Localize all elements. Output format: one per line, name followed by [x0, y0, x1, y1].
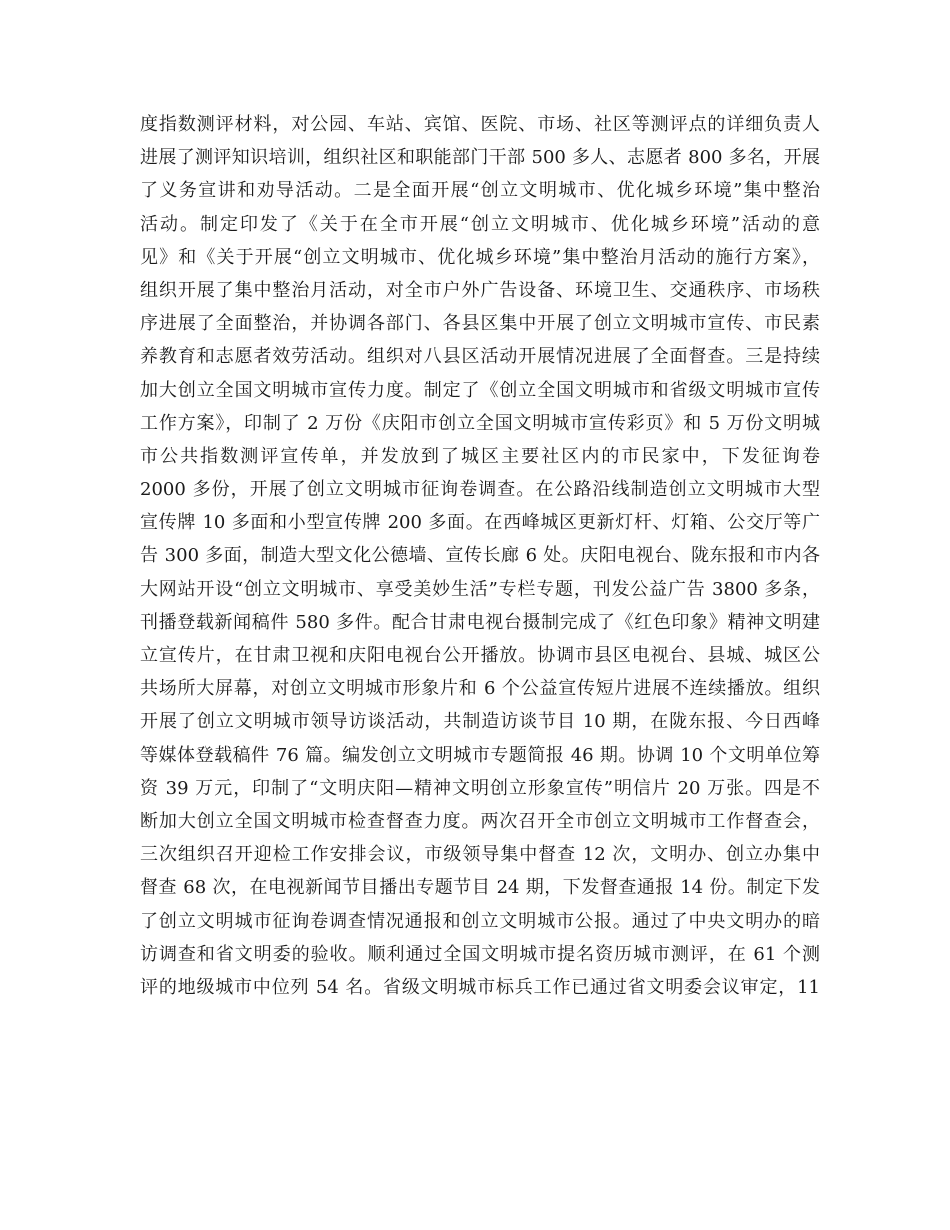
text-line-19: 开展了创立文明城市领导访谈活动，共制造访谈节目 10 期，在陇东报、今日西峰 [140, 711, 820, 733]
text-line-4: 活动。制定印发了《关于在全市开展“创立文明城市、优化城乡环境”活动的意 [140, 213, 820, 235]
text-line-8: 养教育和志愿者效劳活动。组织对八县区活动开展情况进展了全面督查。三是持续 [140, 346, 820, 368]
text-line-14: 告 300 多面，制造大型文化公德墙、宣传长廊 6 处。庆阳电视台、陇东报和市内各 [140, 545, 820, 567]
text-line-18: 共场所大屏幕，对创立文明城市形象片和 6 个公益宣传短片进展不连续播放。组织 [140, 678, 820, 700]
text-line-26: 访调查和省文明委的验收。顺利通过全国文明城市提名资历城市测评，在 61 个测 [140, 943, 820, 965]
text-line-24: 督查 68 次，在电视新闻节目播出专题节目 24 期，下发督查通报 14 份。制定下发 [140, 877, 820, 899]
text-line-6: 组织开展了集中整治月活动，对全市户外广告设备、环境卫生、交通秩序、市场秩 [140, 279, 820, 301]
text-line-17: 立宣传片，在甘肃卫视和庆阳电视台公开播放。协调市县区电视台、县城、城区公 [140, 645, 820, 666]
text-line-9: 加大创立全国文明城市宣传力度。制定了《创立全国文明城市和省级文明城市宣传 [140, 379, 820, 401]
body-text [140, 108, 820, 1004]
text-line-2: 进展了测评知识培训，组织社区和职能部门干部 500 多人、志愿者 800 多名，开展 [140, 147, 820, 169]
text-line-16: 刊播登载新闻稿件 580 多件。配合甘肃电视台摄制完成了《红色印象》精神文明建 [140, 611, 820, 633]
text-line-1: 度指数测评材料，对公园、车站、宾馆、医院、市场、社区等测评点的详细负责人 [140, 114, 820, 135]
text-line-22: 断加大创立全国文明城市检查督查力度。两次召开全市创立文明城市工作督查会， [140, 810, 820, 832]
text-line-21: 资 39 万元，印制了“文明庆阳—精神文明创立形象宣传”明信片 20 万张。四是不 [140, 777, 820, 799]
text-line-15: 大网站开设“创立文明城市、享受美妙生活”专栏专题，刊发公益广告 3800 多条， [140, 578, 820, 600]
text-line-13: 宣传牌 10 多面和小型宣传牌 200 多面。在西峰城区更新灯杆、灯箱、公交厅等广 [140, 512, 820, 534]
text-line-3: 了义务宣讲和劝导活动。二是全面开展“创立文明城市、优化城乡环境”集中整治 [140, 180, 820, 202]
text-line-10: 工作方案》，印制了 2 万份《庆阳市创立全国文明城市宣传彩页》和 5 万份文明城 [140, 412, 820, 434]
text-line-12: 2000 多份，开展了创立文明城市征询卷调查。在公路沿线制造创立文明城市大型 [140, 479, 820, 501]
text-line-27: 评的地级城市中位列 54 名。省级文明城市标兵工作已通过省文明委会议审定，11 [140, 976, 820, 998]
text-line-11: 市公共指数测评宣传单，并发放到了城区主要社区内的市民家中，下发征询卷 [140, 445, 820, 467]
text-line-20: 等媒体登载稿件 76 篇。编发创立文明城市专题简报 46 期。协调 10 个文明单位筹 [140, 744, 820, 766]
text-line-5: 见》和《关于开展“创立文明城市、优化城乡环境”集中整治月活动的施行方案》， [140, 246, 820, 268]
text-line-7: 序进展了全面整治，并协调各部门、各县区集中开展了创立文明城市宣传、市民素 [140, 313, 820, 335]
text-line-25: 了创立文明城市征询卷调查情况通报和创立文明城市公报。通过了中央文明办的暗 [140, 910, 820, 932]
text-line-23: 三次组织召开迎检工作安排会议，市级领导集中督查 12 次，文明办、创立办集中 [140, 844, 820, 866]
